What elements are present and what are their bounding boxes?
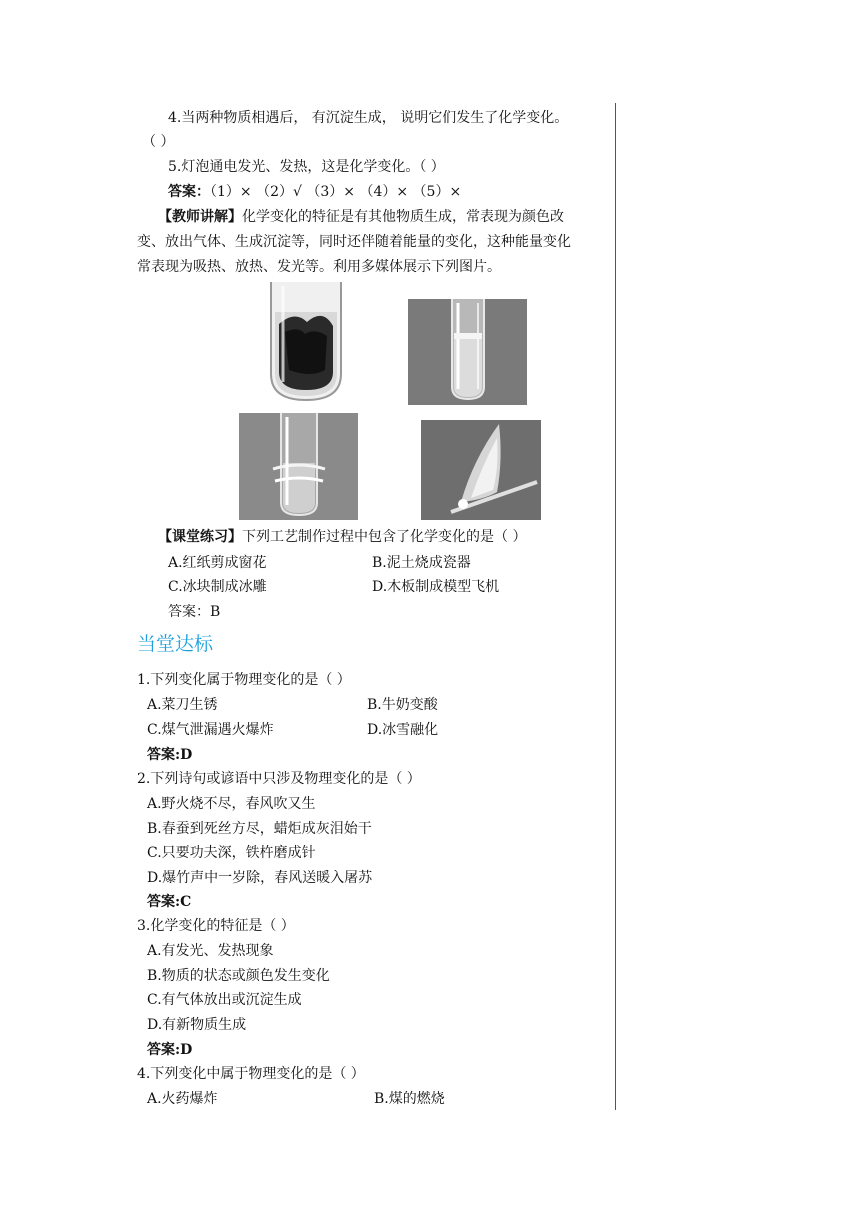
practice-option-b: B.泥土烧成瓷器 (372, 555, 471, 571)
practice-answer: 答案：B (168, 604, 221, 620)
q1-answer: 答案:D (147, 747, 193, 763)
q2-answer: 答案:C (147, 894, 192, 910)
q2-stem: 2.下列诗句或谚语中只涉及物理变化的是（ ） (137, 771, 421, 787)
q2-option-d: D.爆竹声中一岁除，春风送暖入屠苏 (147, 870, 373, 886)
test-tube-gas-figure (408, 299, 527, 405)
q3-option-a: A.有发光、发热现象 (147, 943, 274, 959)
q4-option-b: B.煤的燃烧 (374, 1091, 445, 1107)
q3-option-b: B.物质的状态或颜色发生变化 (147, 968, 330, 984)
q3-stem: 3.化学变化的特征是（ ） (137, 918, 295, 934)
question-4-line1: 4.当两种物质相遇后， 有沉淀生成， 说明它们发生了化学变化。 (168, 110, 569, 126)
teacher-line2: 变、放出气体、生成沉淀等，同时还伴随着能量的变化，这种能量变化 (137, 234, 571, 250)
practice-option-d: D.木板制成模型飞机 (372, 579, 500, 595)
q1-option-c: C.煤气泄漏遇火爆炸 (147, 722, 274, 738)
answer-label: 答案： (168, 184, 210, 200)
q4-stem: 4.下列变化中属于物理变化的是（ ） (137, 1066, 365, 1082)
answer-text: （1）× （2）√ （3）× （4）× （5）× (210, 184, 462, 200)
q2-option-a: A.野火烧不尽，春风吹又生 (147, 796, 316, 812)
q2-option-b: B.春蚕到死丝方尽，蜡炬成灰泪始干 (147, 821, 372, 837)
answer-line (168, 182, 461, 202)
burning-flame-figure (421, 420, 541, 520)
q3-option-c: C.有气体放出或沉淀生成 (147, 992, 302, 1008)
practice-option-a: A.红纸剪成窗花 (168, 555, 267, 571)
q3-answer: 答案:D (147, 1042, 193, 1058)
practice-question: 【课堂练习】下列工艺制作过程中包含了化学变化的是（ ） (158, 529, 527, 545)
practice-label: 【课堂练习】 (158, 529, 242, 545)
right-margin-rule (615, 103, 616, 1110)
test-tube-layers-figure (239, 413, 358, 520)
q1-option-b: B.牛奶变酸 (367, 697, 438, 713)
question-4-line2: （ ） (142, 134, 175, 150)
test-tube-precipitate-figure (265, 282, 347, 404)
section-title: 当堂达标 (137, 633, 214, 655)
question-5: 5.灯泡通电发光、发热，这是化学变化。（ ） (168, 159, 445, 175)
teacher-label: 【教师讲解】 (158, 209, 242, 225)
q1-stem: 1.下列变化属于物理变化的是（ ） (137, 672, 351, 688)
q3-option-d: D.有新物质生成 (147, 1017, 247, 1033)
q2-option-c: C.只要功夫深，铁杵磨成针 (147, 845, 316, 861)
q4-option-a: A.火药爆炸 (147, 1091, 218, 1107)
teacher-line3: 常表现为吸热、放热、发光等。利用多媒体展示下列图片。 (137, 259, 501, 275)
practice-option-c: C.冰块制成冰雕 (168, 579, 267, 595)
q1-option-d: D.冰雪融化 (367, 722, 439, 738)
teacher-line1: 【教师讲解】化学变化的特征是有其他物质生成，常表现为颜色改 (158, 209, 564, 225)
q1-option-a: A.菜刀生锈 (147, 697, 218, 713)
